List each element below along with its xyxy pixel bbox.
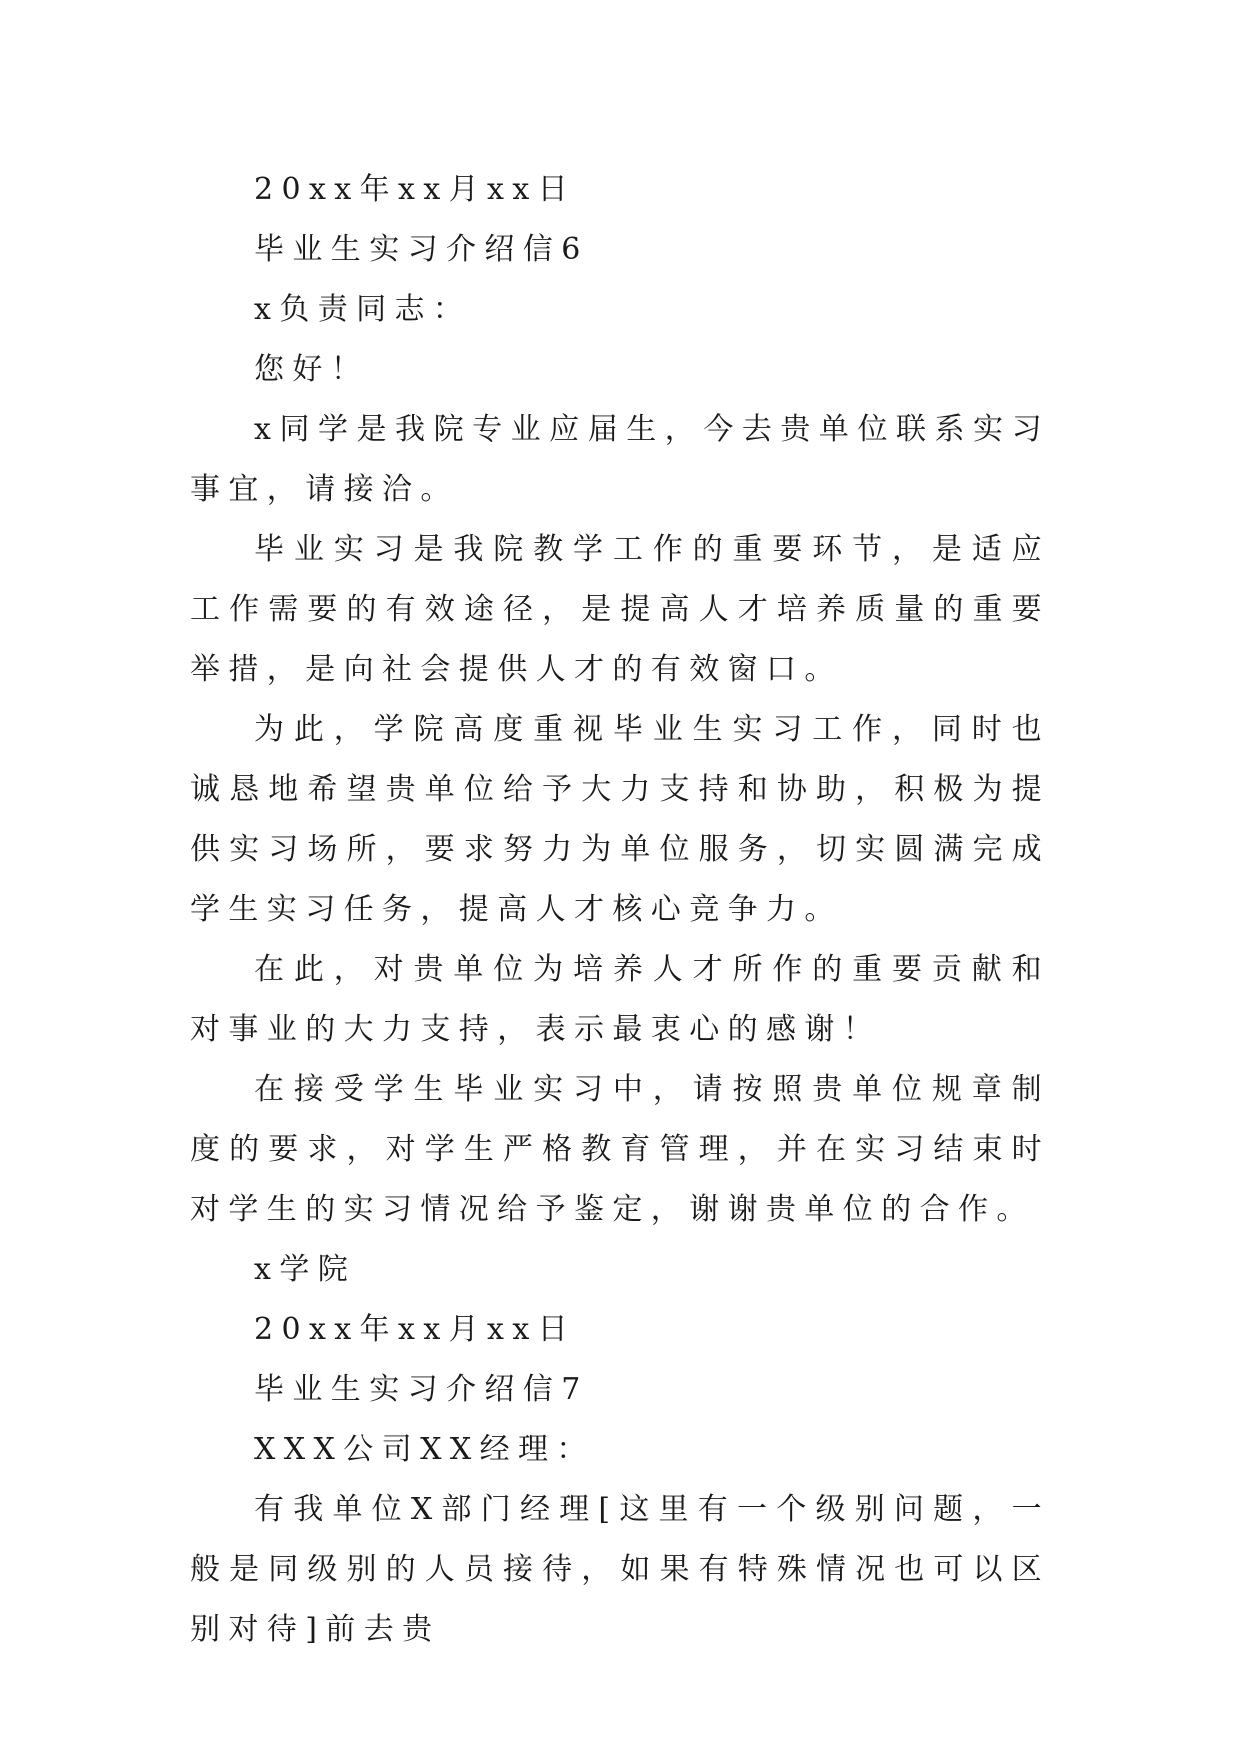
date-line: 20xx年xx月xx日: [254, 172, 577, 207]
salutation: x负责同志：: [254, 292, 472, 327]
date-line: 20xx年xx月xx日: [254, 1312, 577, 1347]
body-paragraph: 在接受学生毕业实习中，请按照贵单位规章制度的要求，对学生严格教育管理，并在实习结束时对学生的实习情况给予鉴定，谢谢贵单位的合作。: [190, 1072, 1050, 1227]
body-paragraph: 毕业实习是我院教学工作的重要环节，是适应工作需要的有效途径，是提高人才培养质量的重要举措，是向社会提供人才的有效窗口。: [190, 532, 1050, 687]
letter-title: 毕业生实习介绍信6: [254, 232, 589, 267]
body-paragraph: 在此，对贵单位为培养人才所作的重要贡献和对事业的大力支持，表示最衷心的感谢！: [190, 952, 1050, 1047]
greeting: 您好！: [254, 352, 370, 387]
signature: x学院: [254, 1252, 357, 1287]
body-paragraph: 有我单位X部门经理[这里有一个级别问题，一般是同级别的人员接待，如果有特殊情况也可以区别对待]前去贵: [190, 1492, 1050, 1647]
body-paragraph: x同学是我院专业应届生，今去贵单位联系实习事宜，请接洽。: [190, 412, 1050, 507]
document-page: [190, 160, 1050, 1660]
body-paragraph: 为此，学院高度重视毕业生实习工作，同时也诚恳地希望贵单位给予大力支持和协助，积极为提供实习场所，要求努力为单位服务，切实圆满完成学生实习任务，提高人才核心竞争力。: [190, 712, 1050, 927]
letter-title: 毕业生实习介绍信7: [254, 1372, 589, 1407]
salutation: XXX公司XX经理：: [254, 1432, 595, 1467]
